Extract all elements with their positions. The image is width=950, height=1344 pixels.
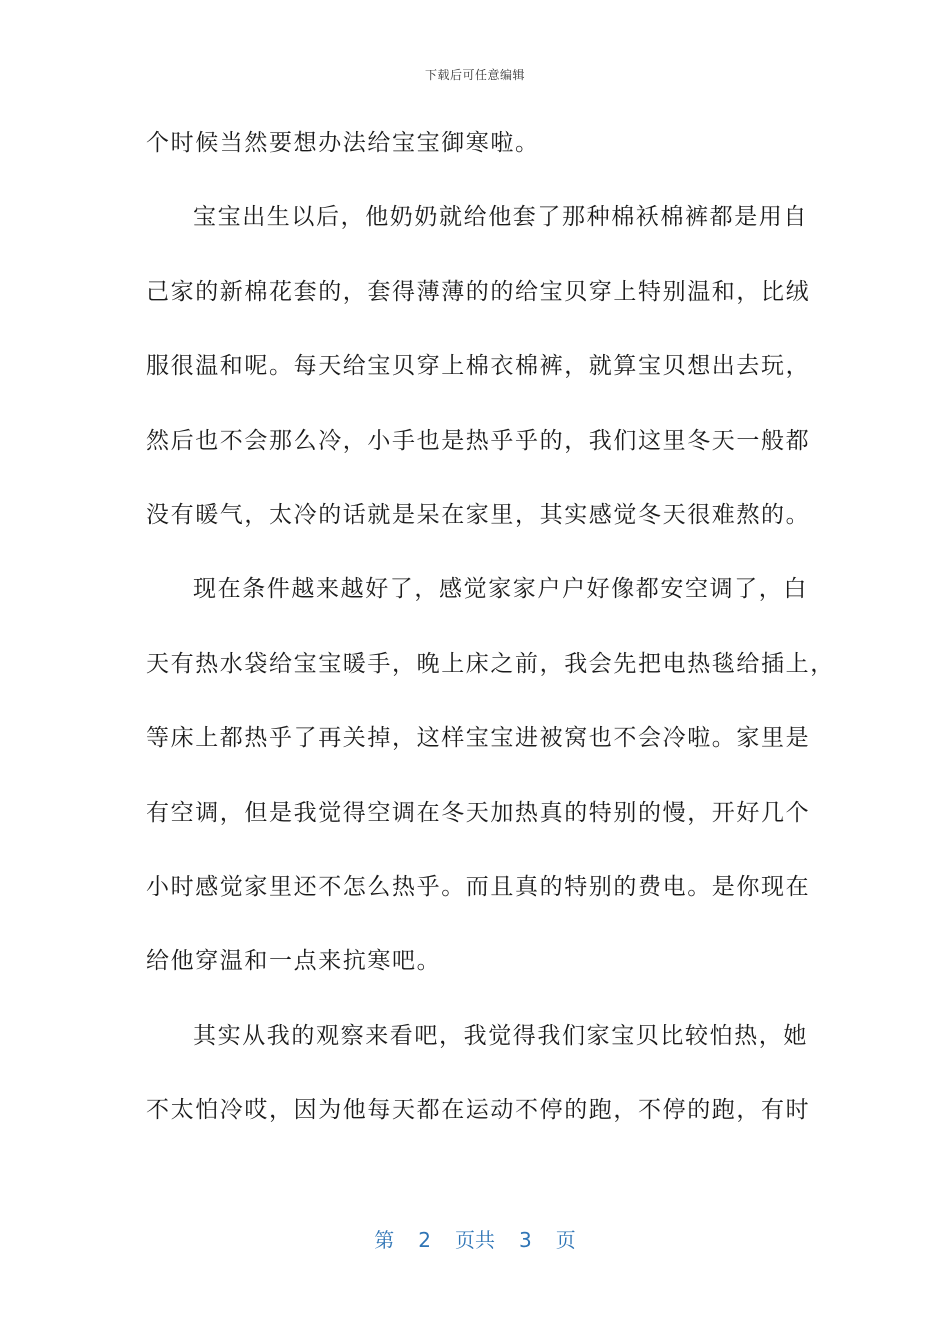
document-body	[146, 118, 835, 1159]
paragraph-first-line: 现在条件越来越好了，感觉家家户户好像都安空调了，白	[193, 576, 808, 603]
page-footer	[0, 1224, 950, 1253]
text-line: 个时候当然要想办法给宝宝御寒啦。	[146, 130, 540, 156]
text-line: 服很温和呢。每天给宝贝穿上棉衣棉裤，就算宝贝想出去玩，	[146, 353, 811, 380]
text-line: 小时感觉家里还不怎么热乎。而且真的特别的费电。是你现在	[146, 873, 811, 900]
text-line: 不太怕冷哎，因为他每天都在运动不停的跑，不停的跑，有时	[146, 1097, 811, 1124]
current-page-number: 2	[418, 1228, 431, 1252]
text-line: 没有暖气，太冷的话就是呆在家里，其实感觉冬天很难熬的。	[146, 501, 811, 528]
footer-prefix: 第	[374, 1228, 395, 1252]
total-page-number: 3	[519, 1228, 532, 1252]
footer-suffix: 页	[555, 1228, 576, 1252]
text-line: 有空调，但是我觉得空调在冬天加热真的特别的慢，开好几个	[146, 799, 811, 826]
paragraph-first-line: 宝宝出生以后，他奶奶就给他套了那种棉袄棉裤都是用自	[193, 204, 808, 231]
text-line: 天有热水袋给宝宝暖手，晚上床之前，我会先把电热毯给插上，	[146, 650, 835, 677]
text-line: 己家的新棉花套的，套得薄薄的的给宝贝穿上特别温和，比绒	[146, 278, 811, 305]
paragraph-first-line: 其实从我的观察来看吧，我觉得我们家宝贝比较怕热，她	[193, 1022, 808, 1049]
text-line: 然后也不会那么冷，小手也是热乎乎的，我们这里冬天一般都	[146, 427, 811, 454]
text-line: 给他穿温和一点来抗寒吧。	[146, 948, 442, 975]
page-header: 下载后可任意编辑	[424, 68, 525, 82]
text-line: 等床上都热乎了再关掉，这样宝宝进被窝也不会冷啦。家里是	[146, 725, 811, 752]
footer-middle: 页共	[455, 1228, 495, 1252]
